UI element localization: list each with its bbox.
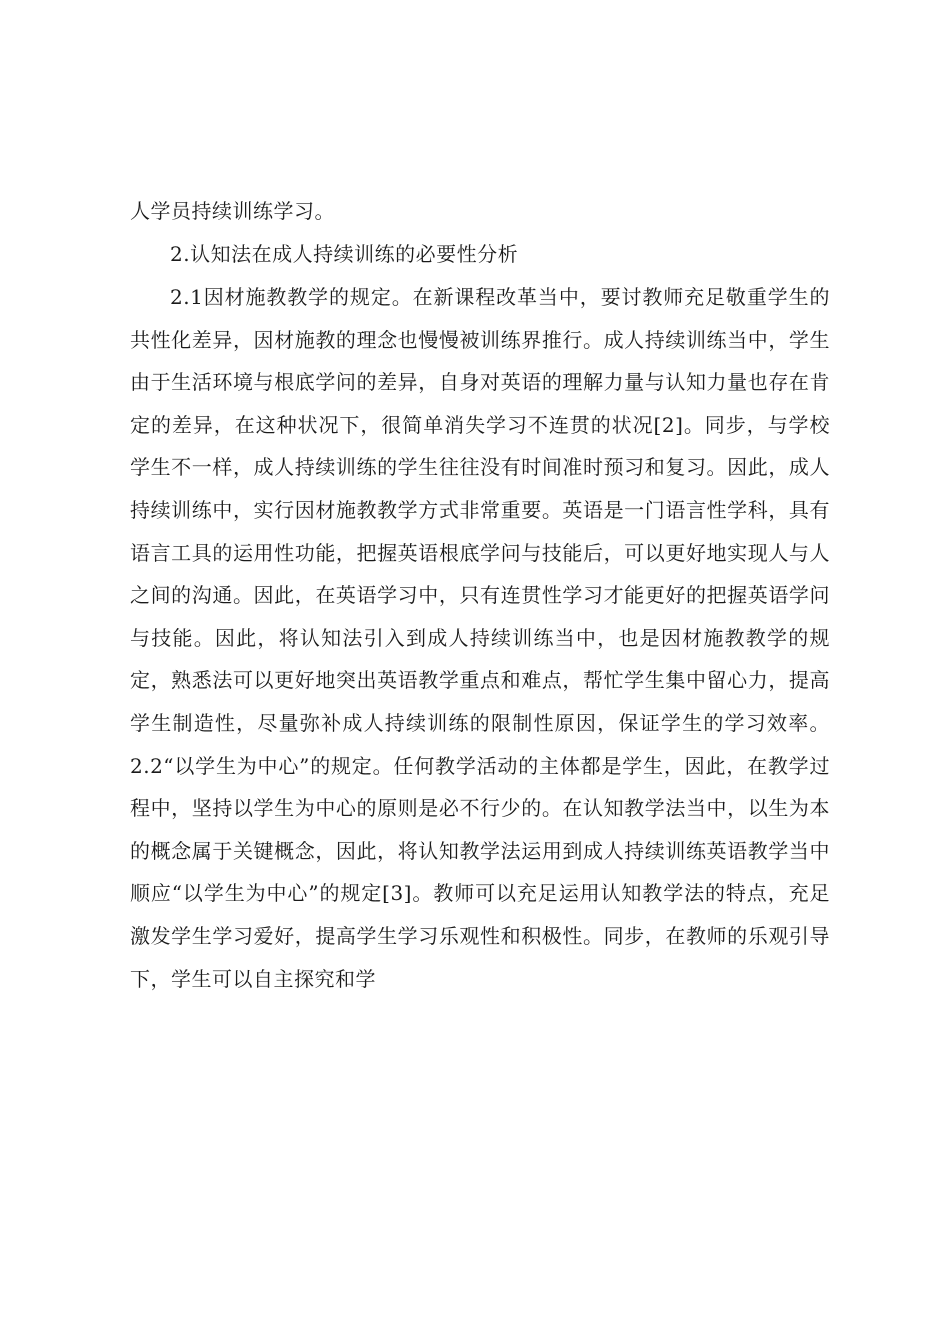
continuation-paragraph: 人学员持续训练学习。 xyxy=(130,199,335,223)
section-heading: 2.认知法在成人持续训练的必要性分析 xyxy=(170,242,519,266)
body-paragraph: 2.1因材施教教学的规定。在新课程改革当中，要讨教师充足敬重学生的共性化差异，因材施教的理念也慢慢被训练界推行。成人持续训练当中，学生由于生活环境与根底学问的差异，自身对英语的理解力量与认知力量也存在肯定的差异，在这种状况下，很简单消失学习不连贯的状况[2]。同步，与学校学生不一样，成人持续训练的学生往往没有时间准时预习和复习。因此，成人持续训练中，实行因材施教教学方式非常重要。英语是一门语言性学科，具有语言工具的运用性功能，把握英语根底学问与技能后，可以更好地实现人与人之间的沟通。因此，在英语学习中，只有连贯性学习才能更好的把握英语学问与技能。因此，将认知法引入到成人持续训练当中，也是因材施教教学的规定，熟悉法可以更好地突出英语教学重点和难点，帮忙学生集中留心力，提高学生制造性，尽量弥补成人持续训练的限制性原因，保证学生的学习效率。2.2“以学生为中心”的规定。任何教学活动的主体都是学生，因此，在教学过程中，坚持以学生为中心的原则是必不行少的。在认知教学法当中，以生为本的概念属于关键概念，因此，将认知教学法运用到成人持续训练英语教学当中顺应“以学生为中心”的规定[3]。教师可以充足运用认知教学法的特点，充足激发学生学习爱好，提高学生学习乐观性和积极性。同步，在教师的乐观引导下，学生可以自主探究和学 xyxy=(130,285,830,991)
